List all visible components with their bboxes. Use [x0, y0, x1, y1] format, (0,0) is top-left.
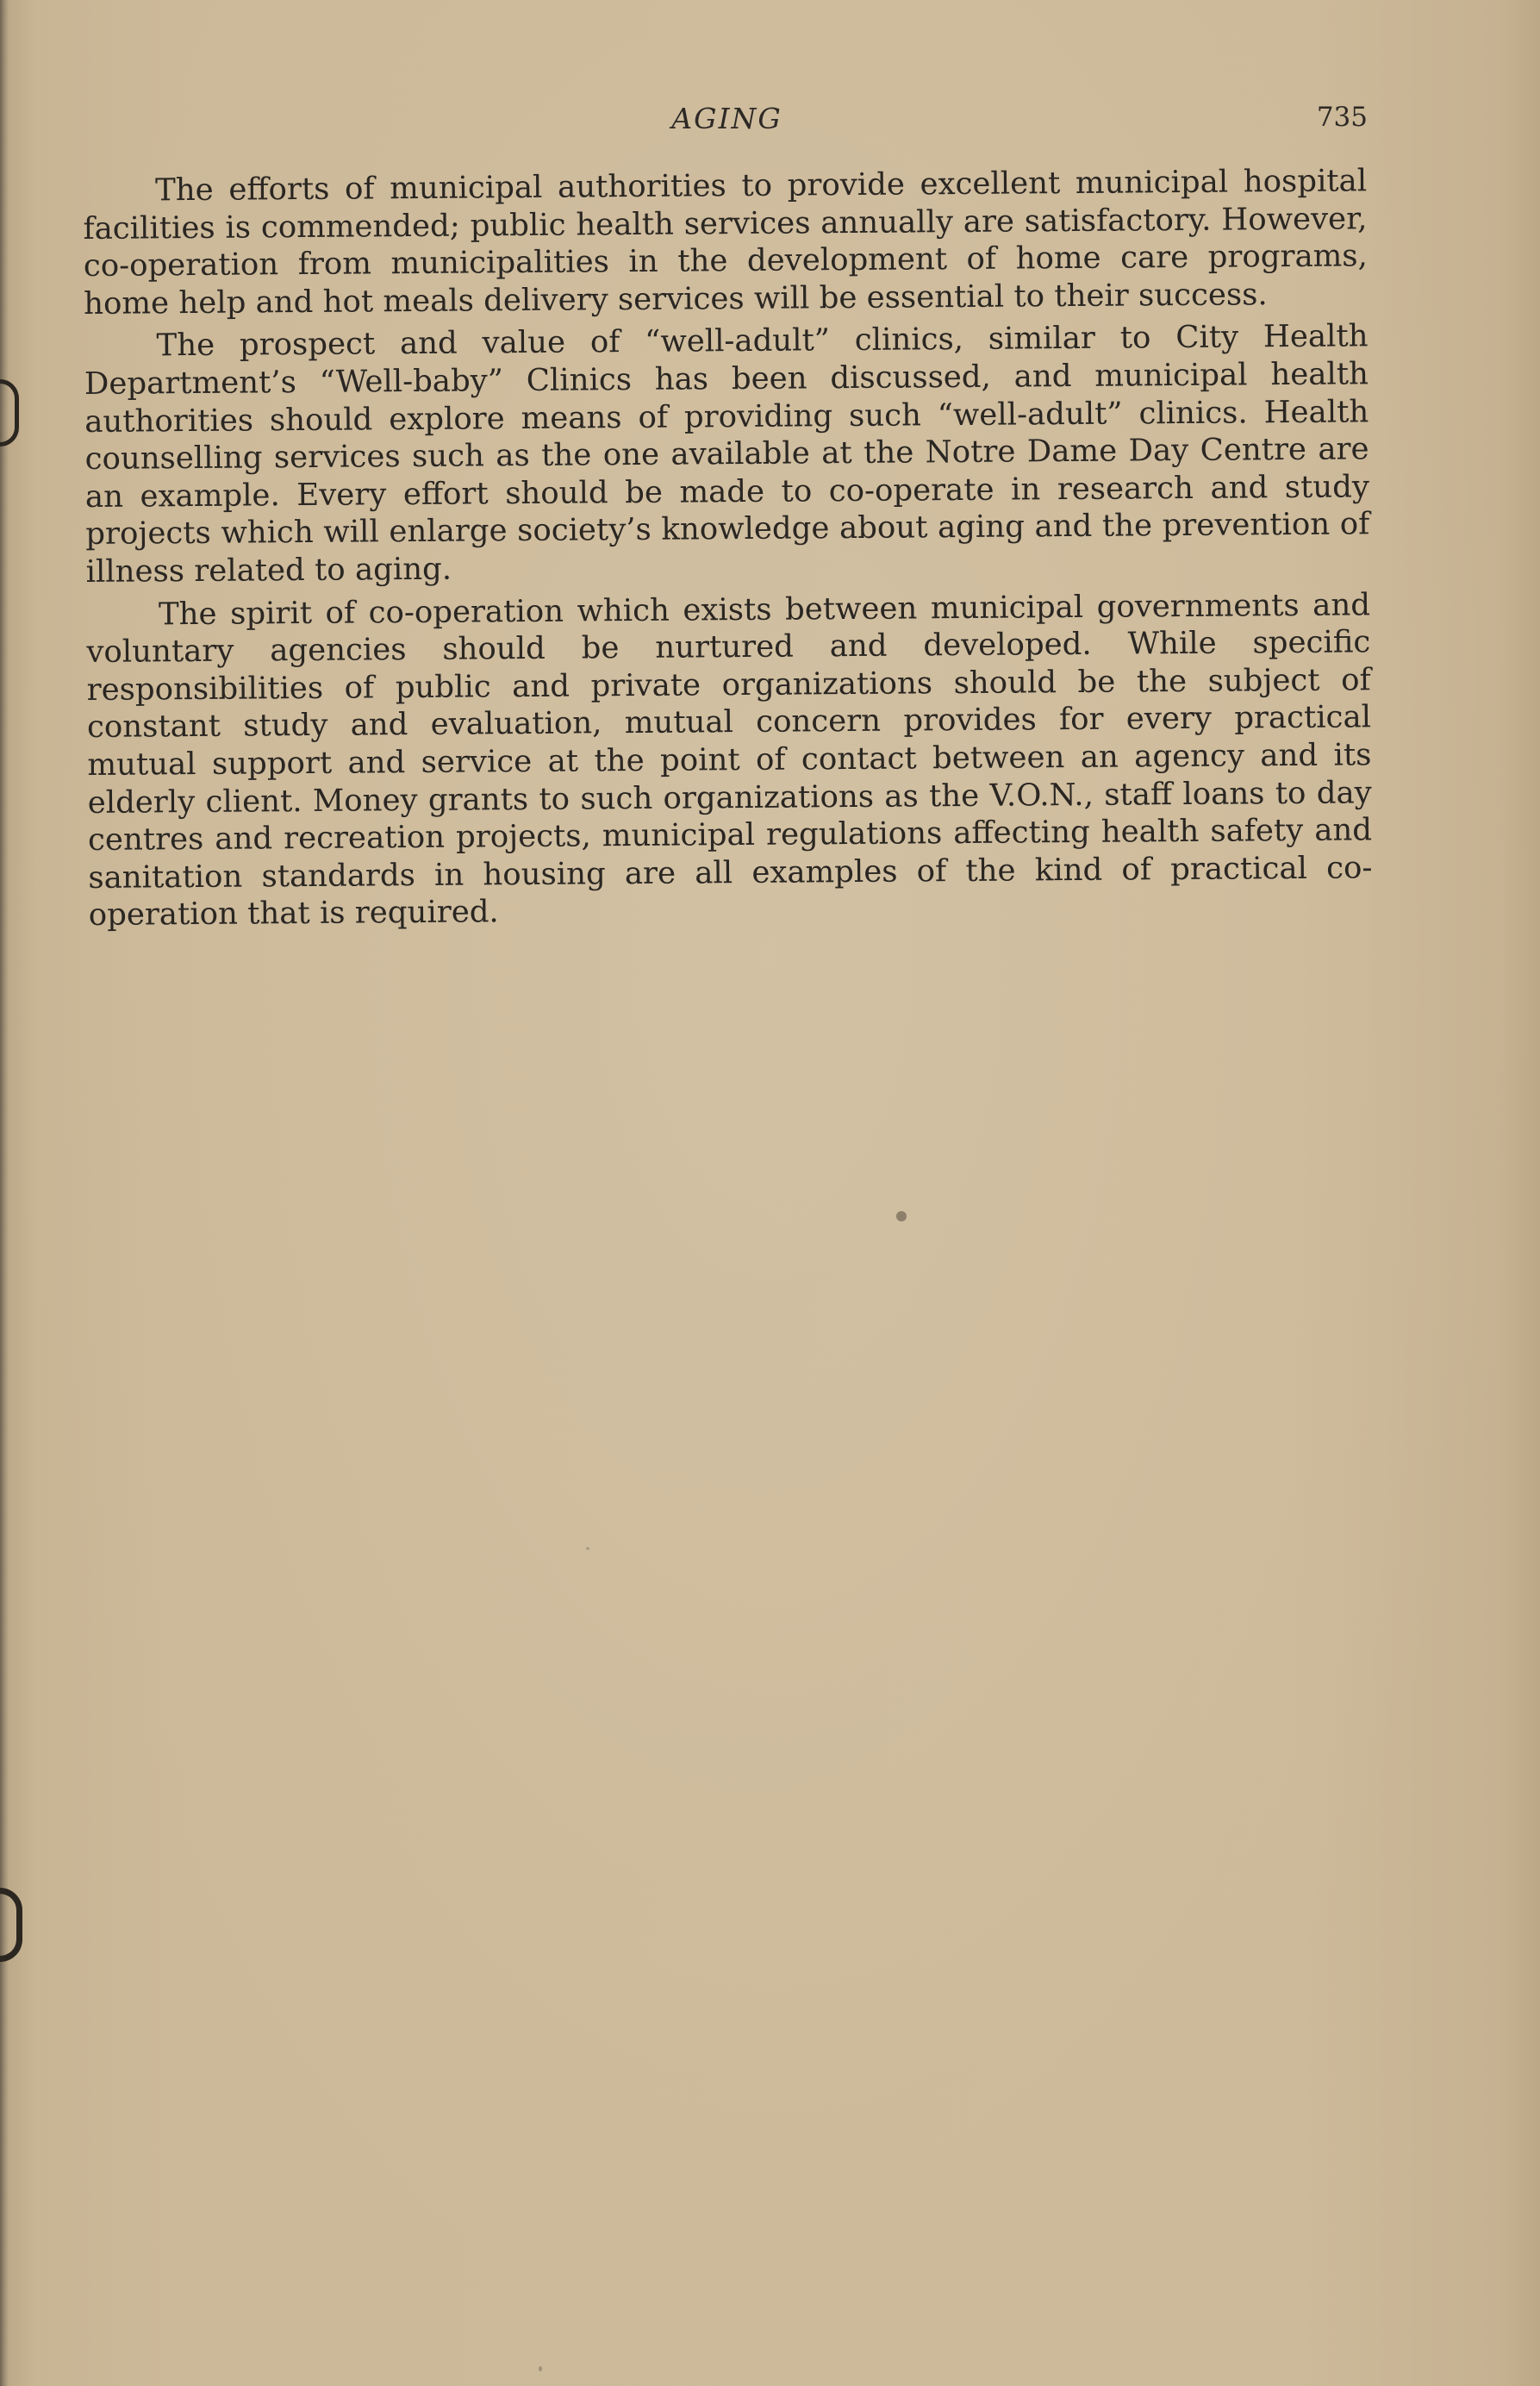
running-header — [86, 102, 1368, 143]
binder-hole-mark-bottom — [0, 1888, 22, 1962]
running-title: AGING — [671, 102, 782, 135]
body-text — [83, 162, 1373, 940]
paragraph-well-adult-clinics: The prospect and value of “well-adult” clinics, similar to City Health Department’s “Well-baby” Clinics has been discussed, and municipal health authorities should explore means of providing such “well-adult” clinics. Health counselling services such as the one available at the Notre Dame Day Centre are an example. Every effort should be made to co-operate in research and study projects which will enlarge society’s knowledge about aging and the prevention of illness related to aging. — [84, 318, 1370, 590]
binding-edge — [0, 0, 9, 2386]
paper-speck — [896, 1211, 907, 1221]
paragraph-spirit-of-cooperation: The spirit of co-operation which exists between municipal governments and voluntary agencies should be nurtured and developed. While specific responsibilities of public and private organizations should be the subject of constant study and evaluation, mutual concern provides for every practical mutual support and service at the point of contact between an agency and its elderly client. Money grants to such organizations as the V.O.N., staff loans to day centres and recreation projects, municipal regulations affecting health safety and sanitation standards in housing are all examples of the kind of practical co-operation that is required. — [86, 586, 1373, 934]
paper-speck — [586, 1547, 589, 1550]
paragraph-municipal-facilities: The efforts of municipal authorities to provide excellent municipal hospital facilities is commended; public health services annually are satisfactory. However, co-operation from municipalities in the development of home care programs, home help and hot meals delivery services will be essential to their success. — [83, 163, 1368, 322]
page-number: 735 — [1316, 102, 1368, 133]
binder-hole-mark-top — [0, 379, 19, 447]
paper-speck — [539, 2366, 542, 2371]
